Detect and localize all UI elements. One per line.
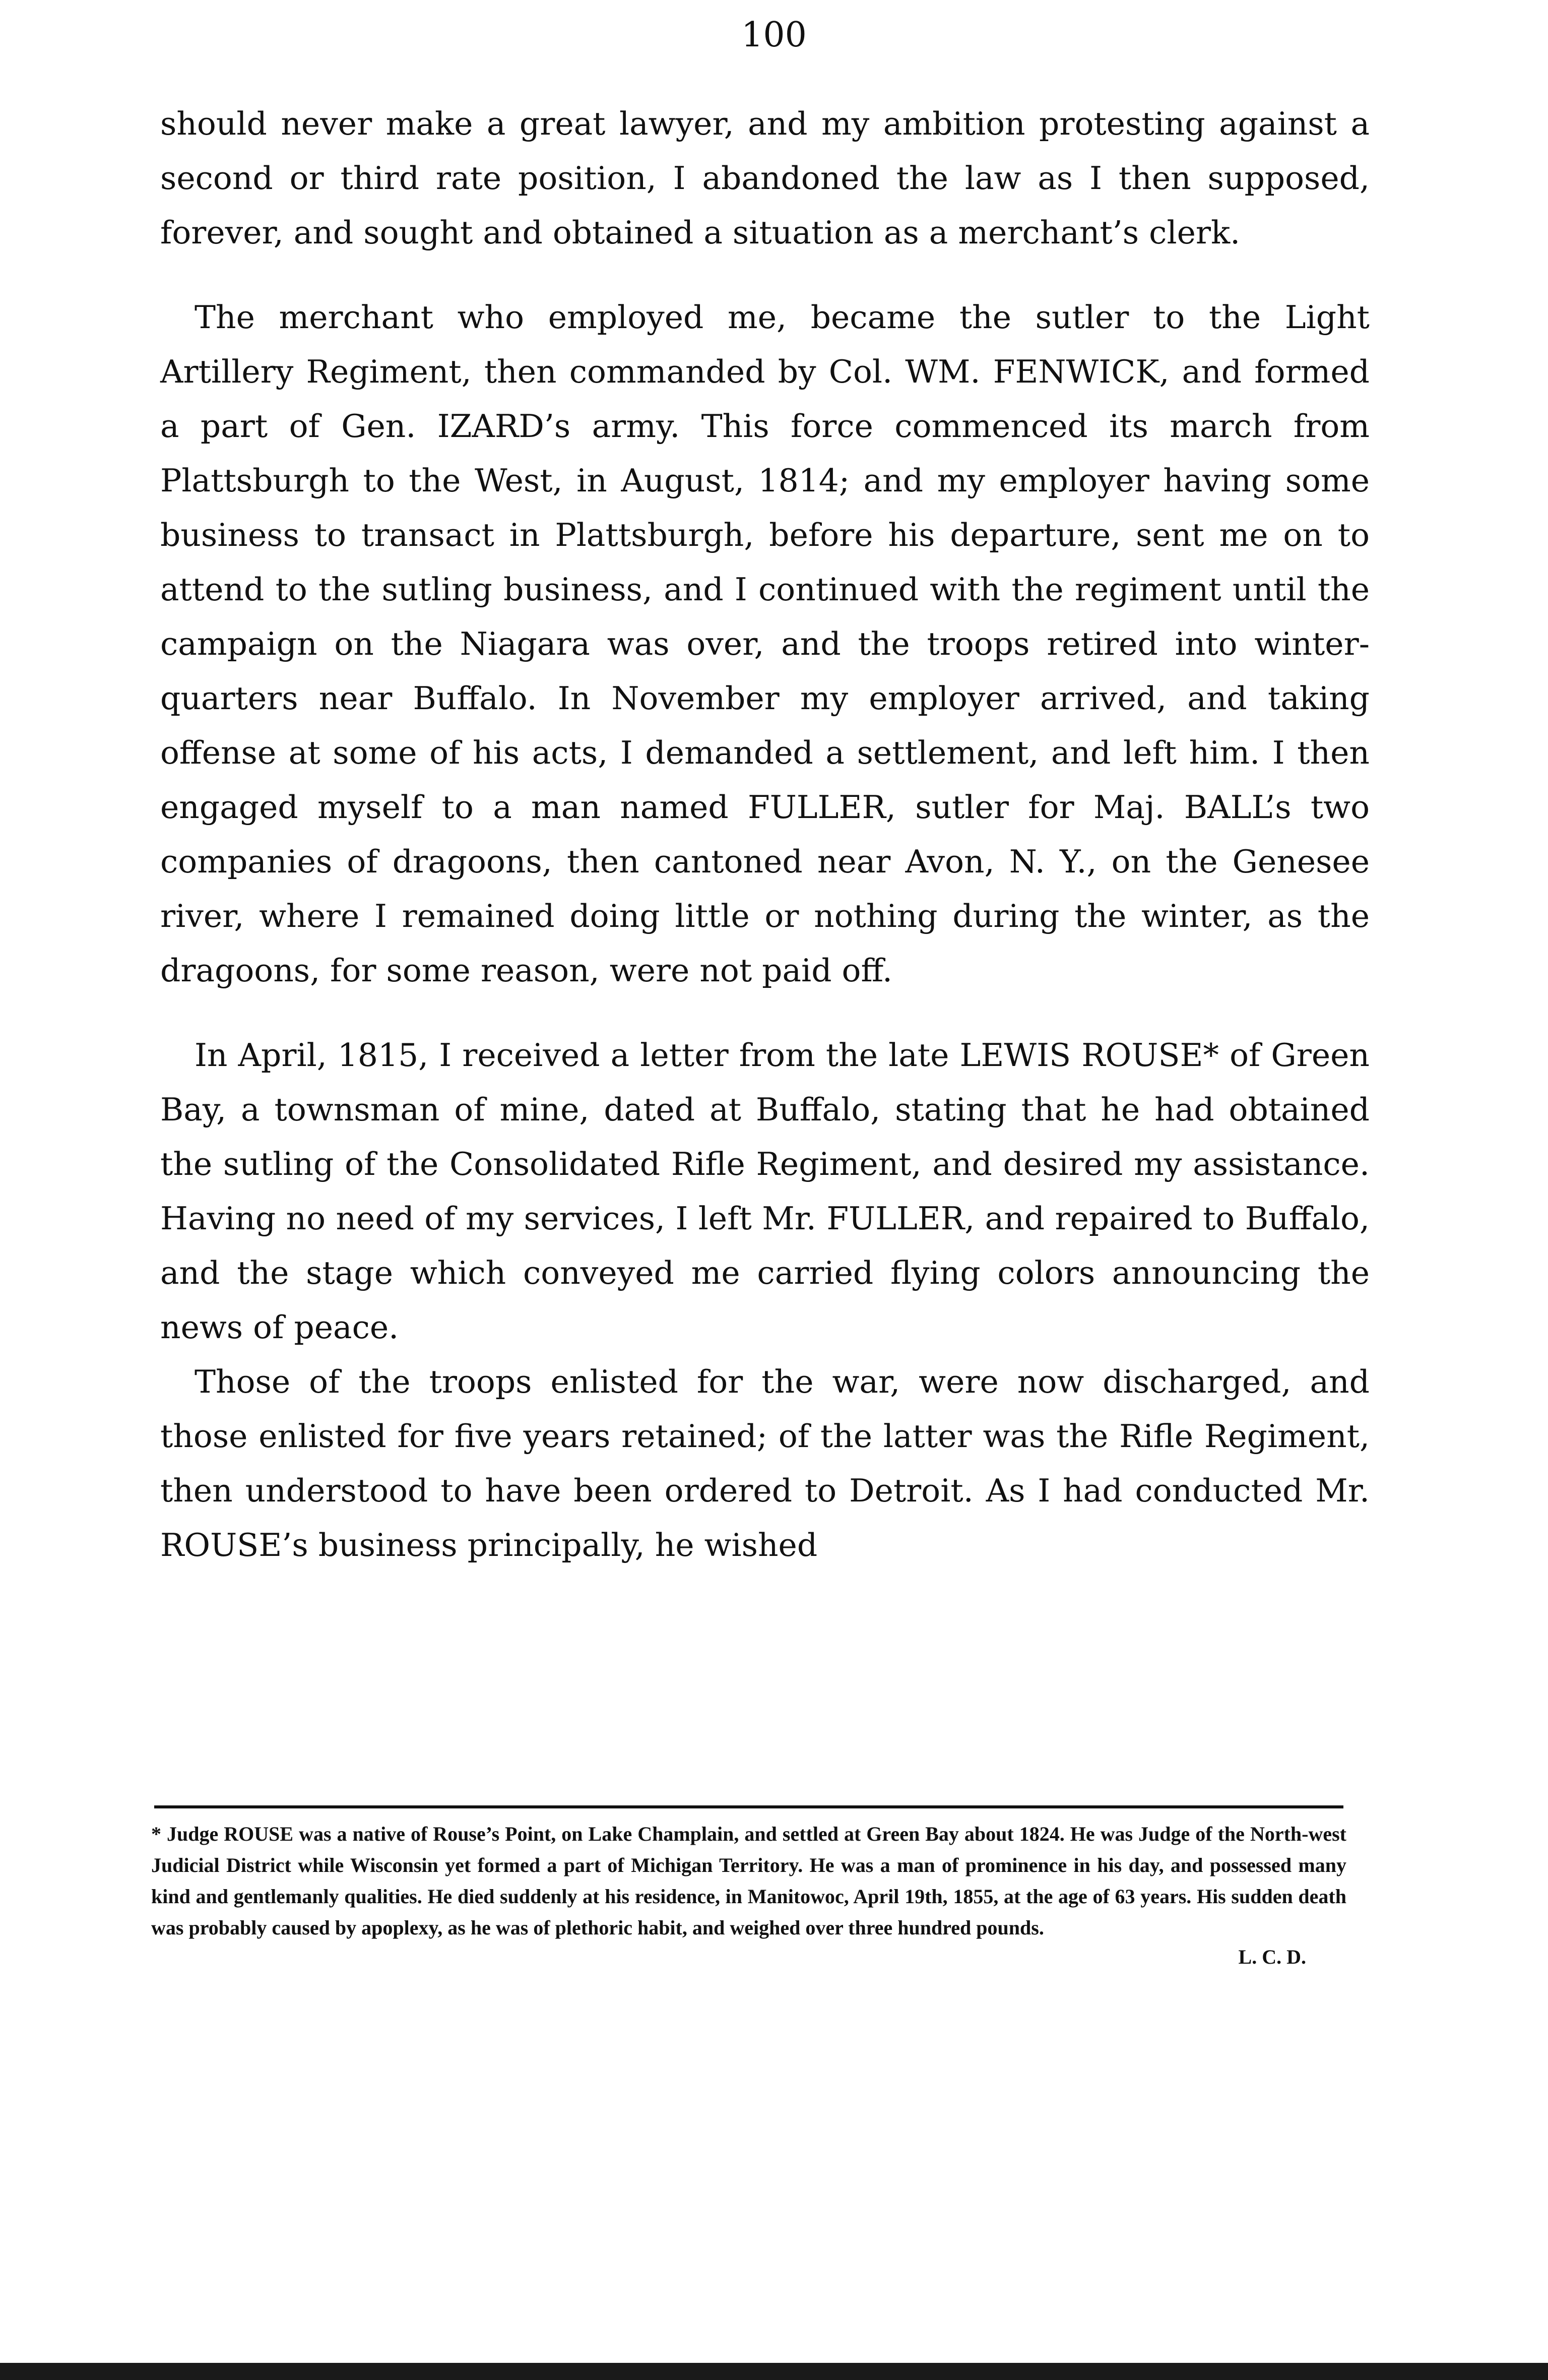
paragraph: Those of the troops enlisted for the war, were now discharged, and those enlisted for five years retained; of the latter was the Rifle Regiment, then understood to have been ordered to Detroit. As I had conducted Mr. ROUSE’s business principally, he wished bbox=[160, 1363, 1370, 1563]
footnote-text: * Judge ROUSE was a native of Rouse’s Point, on Lake Champlain, and settled at Green Bay about 1824. He was Judge of the North-west Judicial District while Wisconsin yet formed a part of Michigan Territory. He was a man of prominence in his day, and possessed many kind and gentlemanly qualities. He died suddenly at his residence, in Manitowoc, April 19th, 1855, at the age of 63 years. His sudden death was probably caused by apoplexy, as he was of plethoric habit, and weighed over three hundred pounds. bbox=[151, 1823, 1346, 1939]
body-text bbox=[160, 97, 1370, 1573]
page-number: 100 bbox=[741, 15, 807, 55]
scan-edge-bar bbox=[0, 2363, 1548, 2380]
footnote-divider bbox=[154, 1805, 1343, 1808]
footnote-signature: L. C. D. bbox=[1238, 1946, 1306, 1968]
paragraph: In April, 1815, I received a letter from the late LEWIS ROUSE* of Green Bay, a townsman of mine, dated at Buffalo, stating that he had obtained the sutling of the Consolidated Rifle Regiment, and desired my assistance. Having no need of my services, I left Mr. FULLER, and repaired to Buffalo, and the stage which conveyed me carried flying colors announcing the news of peace. bbox=[160, 1037, 1370, 1346]
paragraph: The merchant who employed me, became the sutler to the Light Artillery Regiment, then commanded by Col. WM. FENWICK, and formed a part of Gen. IZARD’s army. This force commenced its march from Plattsburgh to the West, in August, 1814; and my employer having some business to transact in Plattsburgh, before his departure, sent me on to attend to the sutling business, and I continued with the regiment until the campaign on the Niagara was over, and the troops retired into winter-quarters near Buffalo. In November my employer arrived, and taking offense at some of his acts, I demanded a settlement, and left him. I then engaged myself to a man named FULLER, sutler for Maj. BALL’s two companies of dragoons, then cantoned near Avon, N. Y., on the Genesee river, where I remained doing little or nothing during the winter, as the dragoons, for some reason, were not paid off. bbox=[160, 299, 1370, 989]
paragraph: should never make a great lawyer, and my ambition protesting against a second or third rate position, I abandoned the law as I then supposed, forever, and sought and obtained a situation as a merchant’s clerk. bbox=[160, 105, 1370, 251]
footnote bbox=[151, 1819, 1346, 1973]
